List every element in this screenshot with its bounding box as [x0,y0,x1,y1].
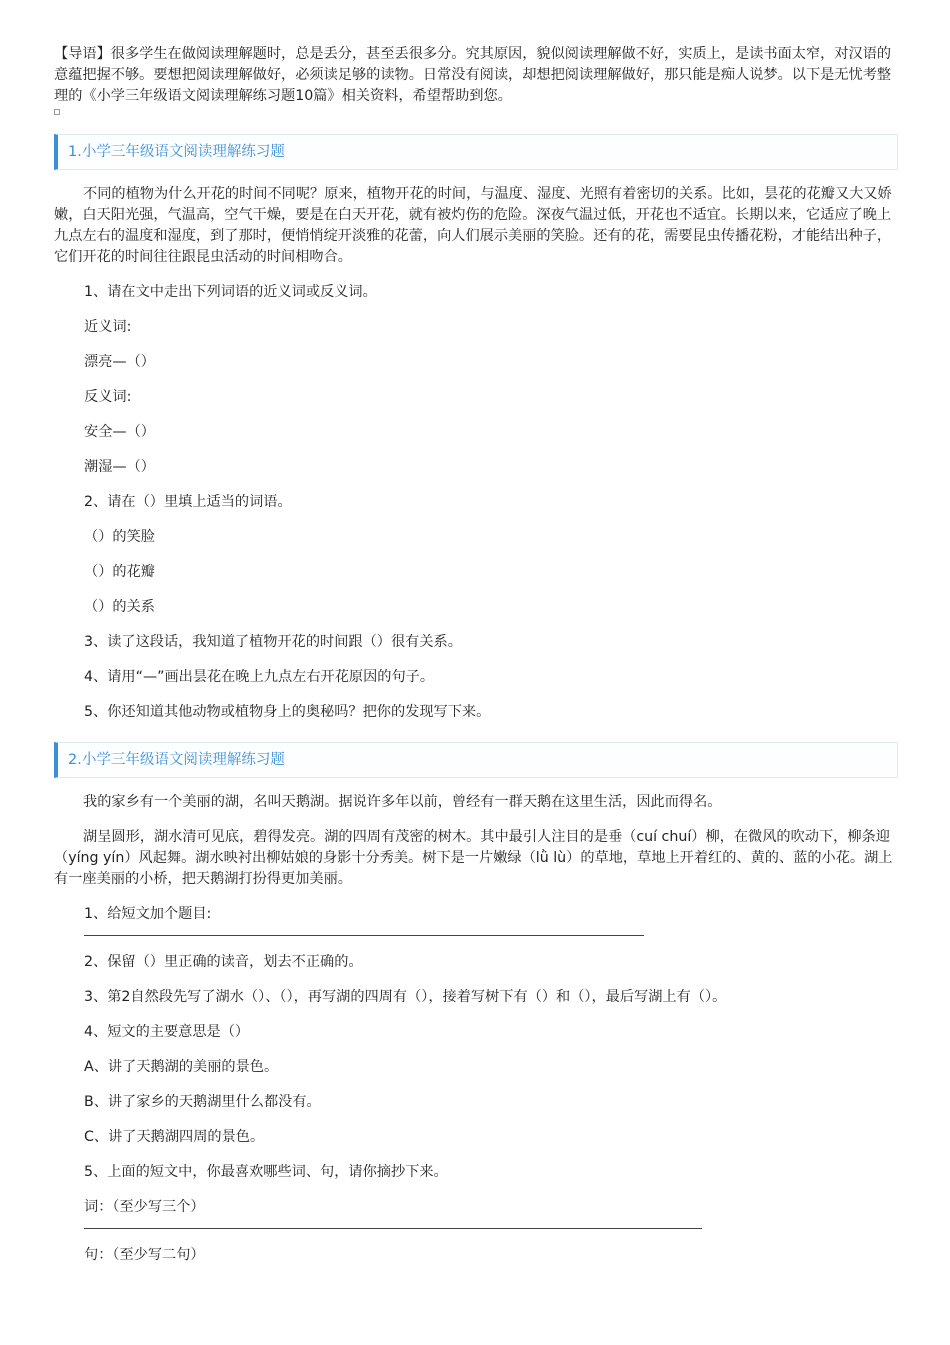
s1-antonym-label: 反义词: [84,389,132,405]
broken-image-icon [54,109,60,115]
s1-fill-item-2: （）的花瓣 [84,564,155,580]
s2-option-b: B、讲了家乡的天鹅湖里什么都没有。 [84,1094,321,1110]
document-page [54,44,898,1266]
s1-question-2: 2、请在（）里填上适当的词语。 [84,494,292,510]
section-2-paragraph-2: 湖呈圆形，湖水清可见底，碧得发亮。湖的四周有茂密的树木。其中最引人注目的是垂（cuí chuí）柳，在微风的吹动下，柳条迎（yíng yín）风起舞。湖水映衬出柳姑娘的身影十分秀美。树下是一片嫩绿（lǜ lù）的草地，草地上开着红的、黄的、蓝的小花。湖上有一座美丽的小桥，把天鹅湖打扮得更加美丽。 [54,829,893,887]
s1-synonym-label: 近义词: [84,319,132,335]
s1-fill-item-3: （）的关系 [84,599,155,615]
s1-antonym-item-2: 潮湿—（） [84,459,155,475]
s2-question-5: 5、上面的短文中，你最喜欢哪些词、句，请你摘抄下来。 [84,1164,448,1180]
section-1-passage: 不同的植物为什么开花的时间不同呢？原来，植物开花的时间，与温度、湿度、光照有着密切的关系。比如，昙花的花瓣又大又娇嫩，白天阳光强，气温高，空气干燥，要是在白天开花，就有被灼伤的危险。深夜气温过低，开花也不适宜。长期以来，它适应了晚上九点左右的温度和湿度，到了那时，便悄悄绽开淡雅的花蕾，向人们展示美丽的笑脸。还有的花，需要昆虫传播花粉，才能结出种子，它们开花的时间往往跟昆虫活动的时间相吻合。 [54,186,892,265]
s1-question-1: 1、请在文中走出下列词语的近义词或反义词。 [84,284,377,300]
section-1-heading: 1.小学三年级语文阅读理解练习题 [54,134,898,170]
s2-question-2: 2、保留（）里正确的读音，划去不正确的。 [84,954,363,970]
section-2-heading: 2.小学三年级语文阅读理解练习题 [54,742,898,778]
s1-antonym-item-1: 安全—（） [84,424,155,440]
s1-question-3: 3、读了这段话，我知道了植物开花的时间跟（）很有关系。 [84,634,462,650]
title-answer-line[interactable] [84,925,644,936]
s2-option-a: A、讲了天鹅湖的美丽的景色。 [84,1059,279,1075]
s2-question-4: 4、短文的主要意思是（） [84,1024,250,1040]
s2-question-1: 1、给短文加个题目: [84,906,212,922]
s1-question-5: 5、你还知道其他动物或植物身上的奥秘吗？把你的发现写下来。 [84,704,491,720]
s1-fill-item-1: （）的笑脸 [84,529,155,545]
s2-sentence-label: 句：（至少写二句） [84,1247,205,1263]
s1-synonym-item-1: 漂亮—（） [84,354,155,370]
s1-question-4: 4、请用“—”画出昙花在晚上九点左右开花原因的句子。 [84,669,435,685]
s2-question-3: 3、第2自然段先写了湖水（）、（），再写湖的四周有（），接着写树下有（）和（），最后写湖上有（）。 [84,989,727,1005]
intro-paragraph: 【导语】很多学生在做阅读理解题时，总是丢分，甚至丢很多分。究其原因，貌似阅读理解做不好，实质上，是读书面太窄，对汉语的意蕴把握不够。要想把阅读理解做好，必须读足够的读物。日常没有阅读，却想把阅读理解做好，那只能是痴人说梦。以下是无忧考整理的《小学三年级语文阅读理解练习题10篇》相关资料，希望帮助到您。 [54,46,892,104]
s2-option-c: C、讲了天鹅湖四周的景色。 [84,1129,265,1145]
s2-word-label: 词：（至少写三个） [84,1199,205,1215]
word-answer-line[interactable] [84,1218,702,1229]
section-2-paragraph-1: 我的家乡有一个美丽的湖，名叫天鹅湖。据说许多年以前，曾经有一群天鹅在这里生活，因此而得名。 [83,794,722,810]
